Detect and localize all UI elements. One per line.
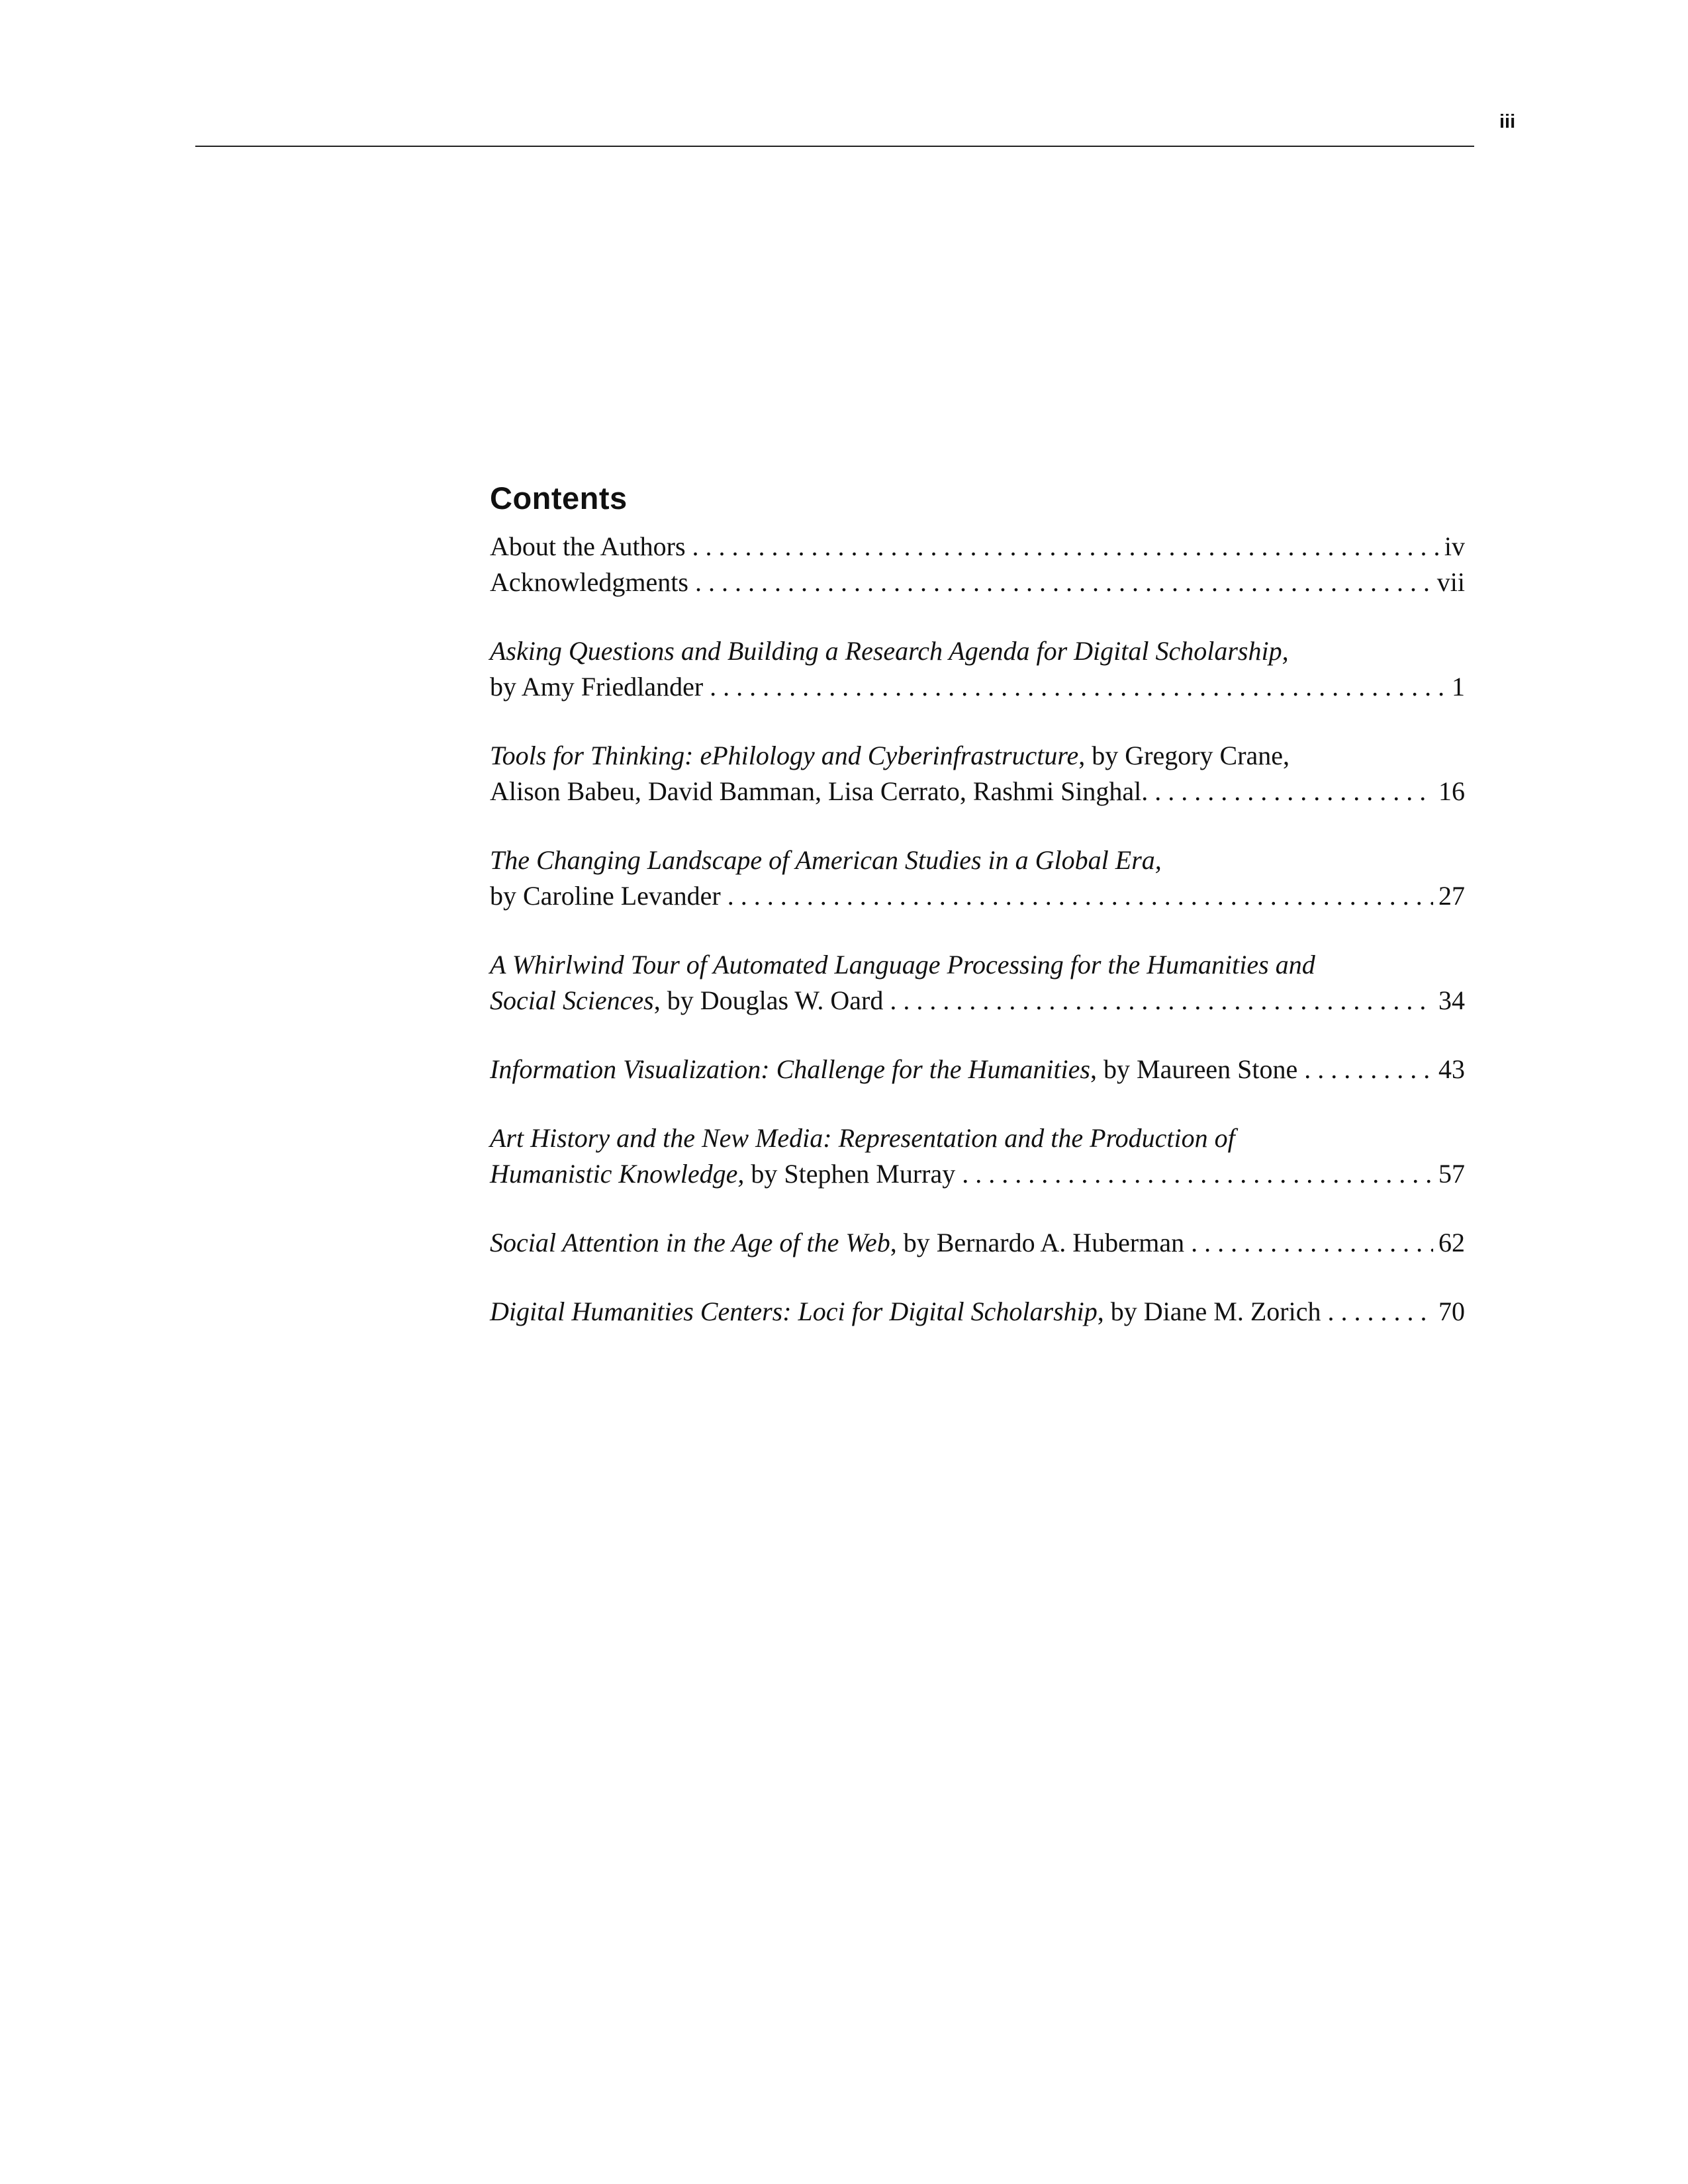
page-number: iii xyxy=(1499,111,1516,132)
toc-entry-chapter[interactable] xyxy=(490,1120,1465,1192)
dot-leader xyxy=(695,565,1432,600)
chapter-title: The Changing Landscape of American Studies in a Global Era, xyxy=(490,845,1162,875)
toc-entry-label: About the Authors xyxy=(490,531,686,561)
toc-page-number: 34 xyxy=(1438,985,1465,1015)
toc-entry-about-authors[interactable] xyxy=(490,529,1465,565)
chapter-title: Tools for Thinking: ePhilology and Cyberinfrastructure xyxy=(490,741,1079,770)
contents-heading: Contents xyxy=(490,480,628,516)
chapter-author: , by Bernardo A. Huberman xyxy=(890,1228,1185,1257)
toc-page-number: 1 xyxy=(1452,672,1465,702)
chapter-author: Alison Babeu, David Bamman, Lisa Cerrato, Rashmi Singhal. xyxy=(490,776,1149,806)
dot-leader xyxy=(1327,1294,1433,1330)
dot-leader xyxy=(890,983,1433,1019)
toc-entry-chapter[interactable] xyxy=(490,738,1465,809)
toc-page-number: 57 xyxy=(1438,1159,1465,1189)
toc-page-number: 62 xyxy=(1438,1228,1465,1257)
toc-page-number: 16 xyxy=(1438,776,1465,806)
toc-page-number: 43 xyxy=(1438,1054,1465,1084)
chapter-title: A Whirlwind Tour of Automated Language Processing for the Humanities and xyxy=(490,950,1315,979)
chapter-author: by Amy Friedlander xyxy=(490,672,704,702)
dot-leader xyxy=(1191,1225,1433,1261)
toc-entry-acknowledgments[interactable] xyxy=(490,565,1465,600)
header-rule xyxy=(195,146,1474,147)
chapter-author: by Stephen Murray xyxy=(744,1159,956,1189)
chapter-title: Social Attention in the Age of the Web xyxy=(490,1228,890,1257)
toc-entry-chapter[interactable] xyxy=(490,842,1465,914)
dot-leader xyxy=(692,529,1439,565)
table-of-contents xyxy=(490,480,1465,1363)
toc-entry-chapter[interactable] xyxy=(490,947,1465,1019)
dot-leader xyxy=(727,878,1433,914)
toc-entry-chapter[interactable] xyxy=(490,1225,1465,1261)
toc-entry-chapter[interactable] xyxy=(490,1294,1465,1330)
dot-leader xyxy=(1154,774,1433,809)
chapter-author: , by Maureen Stone xyxy=(1090,1054,1298,1084)
toc-page-number: iv xyxy=(1444,531,1465,561)
chapter-author: , by Douglas W. Oard xyxy=(653,985,884,1015)
toc-entry-chapter[interactable] xyxy=(490,633,1465,705)
chapter-title: Humanistic Knowledge, xyxy=(490,1159,745,1189)
toc-entry-label: Acknowledgments xyxy=(490,567,688,597)
toc-page-number: 27 xyxy=(1438,881,1465,911)
chapter-title: Social Sciences xyxy=(490,985,654,1015)
chapter-author: by Caroline Levander xyxy=(490,881,721,911)
chapter-title: Asking Questions and Building a Research Agenda for Digital Scholarship, xyxy=(490,636,1289,666)
toc-page-number: 70 xyxy=(1438,1297,1465,1326)
chapter-title: Information Visualization: Challenge for the Humanities xyxy=(490,1054,1090,1084)
toc-page-number: vii xyxy=(1436,567,1465,597)
toc-entry-chapter[interactable] xyxy=(490,1052,1465,1087)
chapter-author: , by Gregory Crane, xyxy=(1078,741,1290,770)
chapter-author: , by Diane M. Zorich xyxy=(1097,1297,1321,1326)
dot-leader xyxy=(710,669,1446,705)
dot-leader xyxy=(962,1156,1433,1192)
dot-leader xyxy=(1304,1052,1433,1087)
chapter-title: Digital Humanities Centers: Loci for Digital Scholarship xyxy=(490,1297,1098,1326)
chapter-title: Art History and the New Media: Representation and the Production of xyxy=(490,1123,1235,1153)
